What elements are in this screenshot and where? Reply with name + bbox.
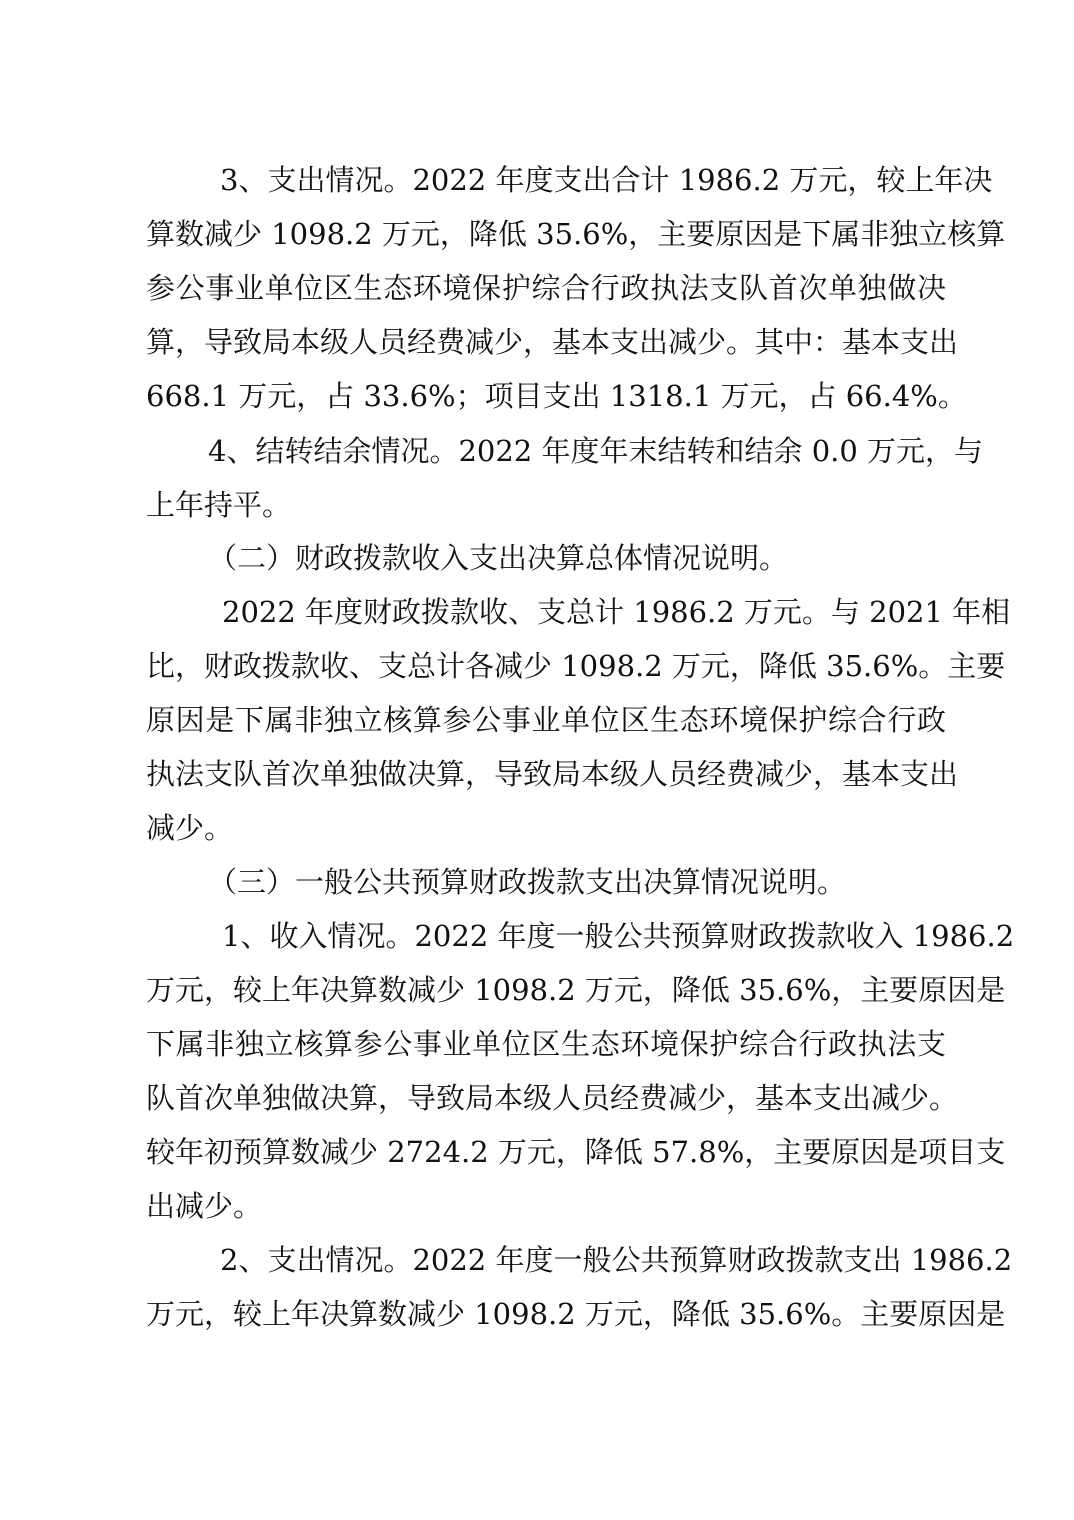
paragraph-income-line-6: 出减少。 [146,1189,263,1223]
paragraph-expenditure-line-4: 算，导致局本级人员经费减少，基本支出减少。其中：基本支出 [146,325,959,359]
paragraph-expenditure-line-1: 3、支出情况。2022 年度支出合计 1986.2 万元，较上年决 [220,163,993,197]
paragraph-income-line-2: 万元，较上年决算数减少 1098.2 万元，降低 35.6%，主要原因是 [146,973,1006,1007]
section-heading-2: （二）财政拨款收入支出决算总体情况说明。 [208,541,789,575]
paragraph-income-line-4: 队首次单独做决算，导致局本级人员经费减少，基本支出减少。 [146,1081,959,1115]
paragraph-general-expenditure-line-2: 万元，较上年决算数减少 1098.2 万元，降低 35.6%。主要原因是 [146,1297,1006,1331]
paragraph-fiscal-total-line-3: 原因是下属非独立核算参公事业单位区生态环境保护综合行政 [146,703,946,737]
paragraph-expenditure-line-5: 668.1 万元，占 33.6%；项目支出 1318.1 万元，占 66.4%。 [146,379,967,413]
paragraph-income-line-5: 较年初预算数减少 2724.2 万元，降低 57.8%，主要原因是项目支 [146,1135,1006,1169]
paragraph-fiscal-total-line-4: 执法支队首次单独做决算，导致局本级人员经费减少，基本支出 [146,757,959,791]
paragraph-general-expenditure-line-1: 2、支出情况。2022 年度一般公共预算财政拨款支出 1986.2 [220,1243,1013,1277]
paragraph-expenditure-line-2: 算数减少 1098.2 万元，降低 35.6%，主要原因是下属非独立核算 [146,217,1006,251]
paragraph-carryover-line-2: 上年持平。 [146,488,292,522]
paragraph-fiscal-total-line-2: 比，财政拨款收、支总计各减少 1098.2 万元，降低 35.6%。主要 [146,649,1006,683]
section-heading-3: （三）一般公共预算财政拨款支出决算情况说明。 [208,865,847,899]
paragraph-fiscal-total-line-5: 减少。 [146,811,234,845]
paragraph-carryover-line-1: 4、结转结余情况。2022 年度年末结转和结余 0.0 万元，与 [208,434,984,468]
paragraph-expenditure-line-3: 参公事业单位区生态环境保护综合行政执法支队首次单独做决 [146,271,946,305]
paragraph-income-line-3: 下属非独立核算参公事业单位区生态环境保护综合行政执法支 [146,1027,946,1061]
paragraph-fiscal-total-line-1: 2022 年度财政拨款收、支总计 1986.2 万元。与 2021 年相 [222,595,1011,629]
paragraph-income-line-1: 1、收入情况。2022 年度一般公共预算财政拨款收入 1986.2 [222,919,1015,953]
